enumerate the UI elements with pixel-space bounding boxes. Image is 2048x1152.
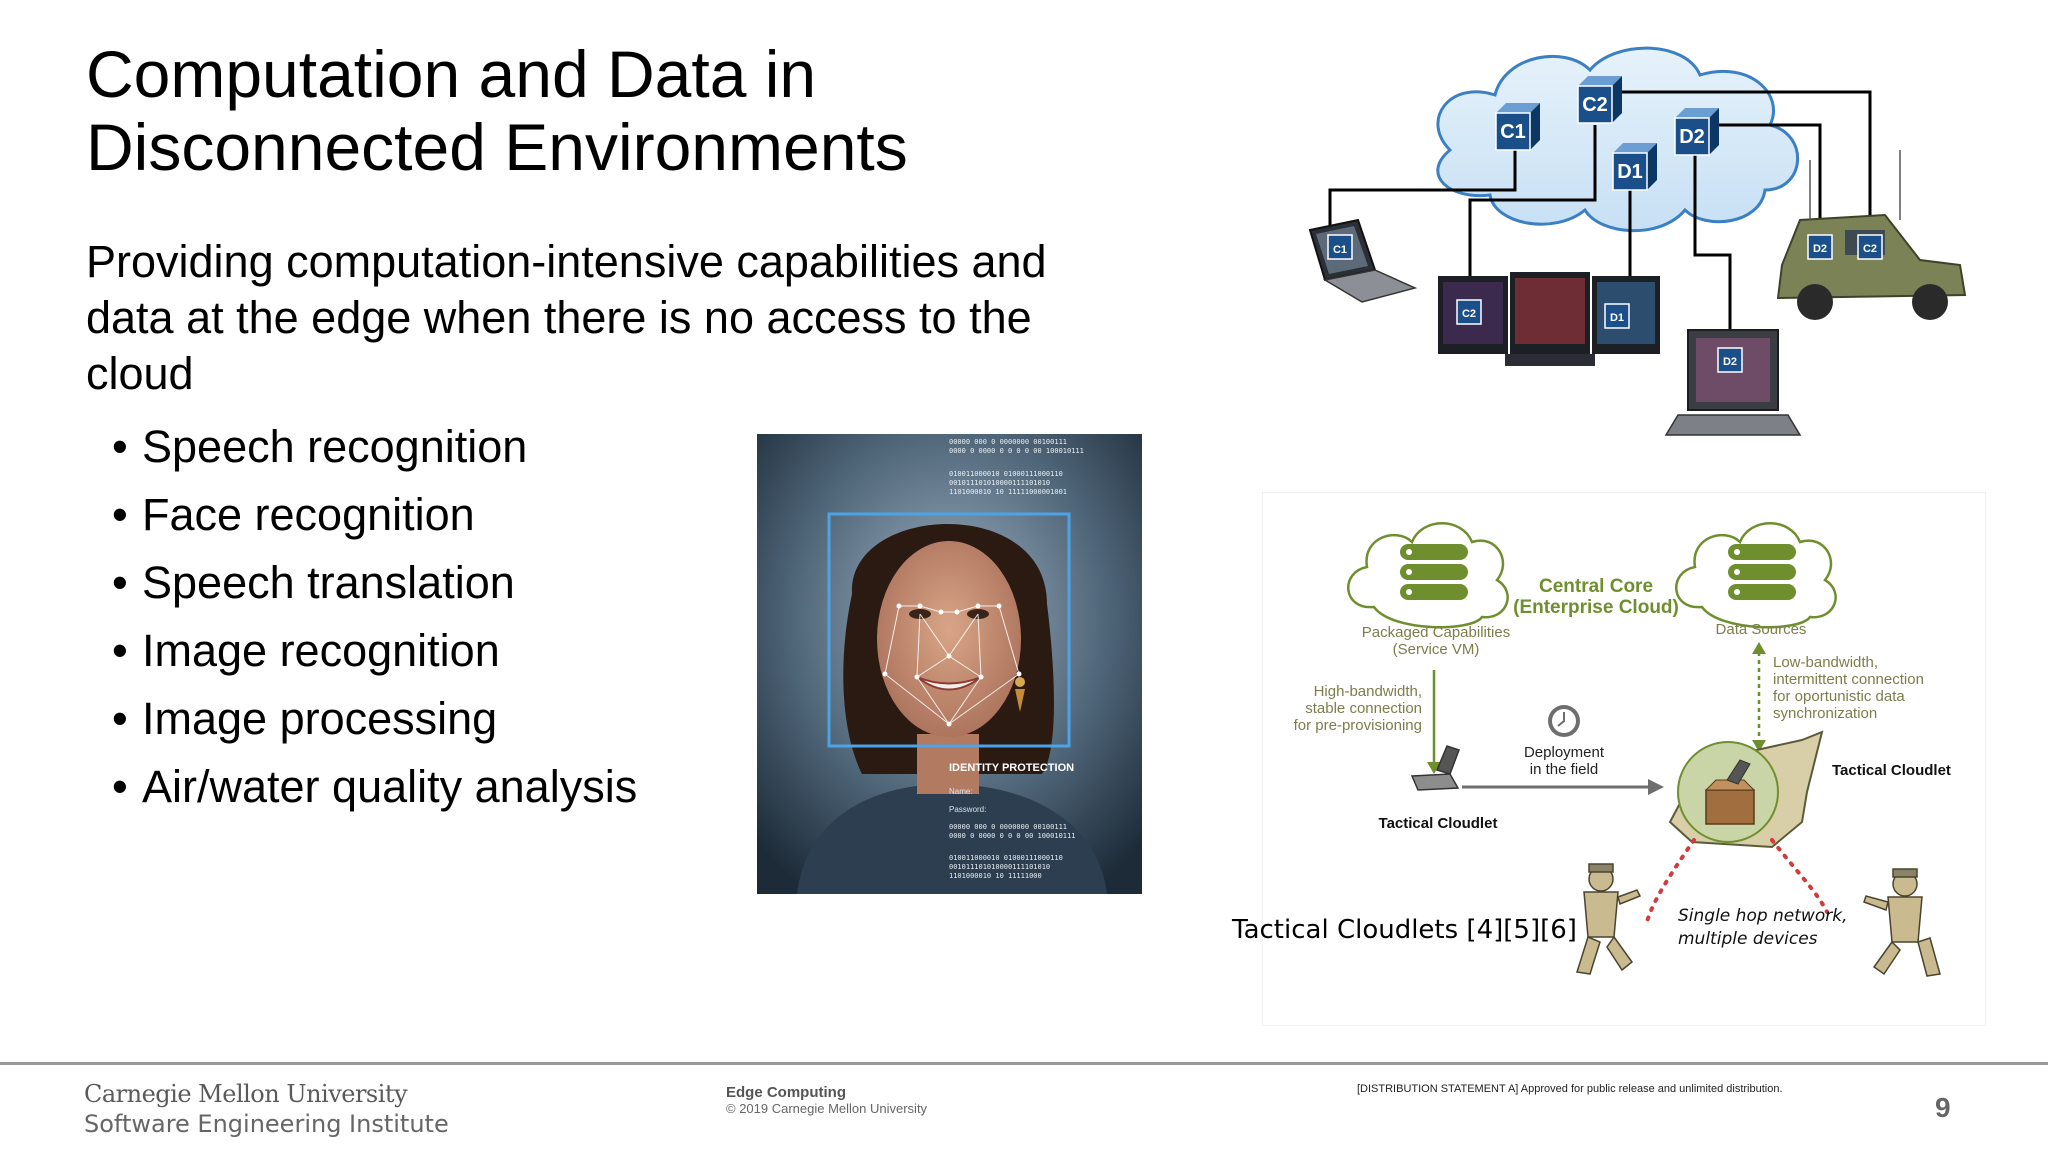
bullet-item: • Face recognition	[112, 489, 475, 540]
bullet-item: • Speech recognition	[112, 421, 528, 472]
deployment-label: in the field	[1529, 761, 1599, 778]
packaged-capabilities-sub-label: (Service VM)	[1392, 641, 1480, 658]
low-bandwidth-line: Low-bandwidth,	[1773, 654, 1879, 671]
central-core-label: Central Core	[1538, 576, 1654, 597]
bullet-item: • Air/water quality analysis	[112, 761, 638, 812]
svg-text:C2: C2	[1461, 308, 1477, 320]
monitor-cluster	[1438, 272, 1660, 366]
tactical-cloudlet-right-label: Tactical Cloudlet	[1832, 762, 1951, 779]
footer-divider	[0, 1062, 2048, 1065]
tactical-cloudlet-left-label: Tactical Cloudlet	[1378, 815, 1498, 832]
data-sources-label: Data Sources	[1715, 621, 1807, 638]
slide-title: Computation and Data in Disconnected Environments	[86, 37, 908, 184]
bullet-text: Speech translation	[142, 557, 515, 608]
binary-bottom-line: 001011101010000111101010	[949, 863, 1051, 871]
svg-text:D2: D2	[1722, 356, 1738, 368]
bullet-text: Image processing	[142, 693, 498, 744]
tactical-cloudlet-diagram	[1262, 492, 1986, 1026]
binary-bottom-line: 0000 0 0000 0 0 0 00 100010111	[949, 832, 1076, 840]
low-bandwidth-line: intermittent connection	[1773, 671, 1924, 688]
page-number: 9	[1935, 1092, 1951, 1123]
binary-top-line: 00000 000 0 0000000 00100111	[949, 438, 1068, 446]
high-bandwidth-line: High-bandwidth,	[1313, 683, 1422, 700]
rugged-pc-device	[1666, 330, 1800, 435]
high-bandwidth-line: for pre-provisioning	[1293, 717, 1422, 734]
bullet-text: Speech recognition	[142, 421, 528, 472]
bullet-item: • Speech translation	[112, 557, 515, 608]
name-field-label: Name:	[949, 787, 973, 796]
binary-bottom-line: 1101000010 10 11111000	[949, 872, 1042, 880]
sei-logo-text: Software Engineering Institute	[84, 1110, 449, 1138]
high-bandwidth-line: stable connection	[1305, 700, 1422, 717]
bullet-item: • Image recognition	[112, 625, 500, 676]
distribution-statement: [DISTRIBUTION STATEMENT A] Approved for public release and unlimited distribution.	[1357, 1083, 1783, 1095]
course-title: Edge Computing	[726, 1084, 846, 1101]
cube-c2	[1578, 76, 1622, 123]
binary-top-line: 0000 0 0000 0 0 0 0 00 100010111	[949, 447, 1084, 455]
lead-paragraph: Providing computation-intensive capabilities and data at the edge when there is no access to the cloud	[86, 236, 1047, 399]
deployment-label: Deployment	[1523, 744, 1605, 761]
cube-d2	[1675, 108, 1719, 155]
svg-text:D2: D2	[1812, 243, 1828, 255]
cloud-network-diagram	[1300, 40, 1980, 440]
network-note-line: multiple devices	[1678, 929, 1818, 949]
bullet-item: • Image processing	[112, 693, 498, 744]
diagram-caption: Tactical Cloudlets [4][5][6]	[1232, 915, 1577, 945]
cube-d1	[1613, 143, 1657, 190]
svg-text:C1: C1	[1500, 121, 1526, 143]
clock-icon	[1548, 705, 1580, 737]
binary-bottom-line: 010011000010 01000111000110	[949, 854, 1063, 862]
laptop-device	[1310, 220, 1415, 302]
password-field-label: Password:	[949, 805, 987, 814]
bullet-text: Face recognition	[142, 489, 475, 540]
svg-text:C1: C1	[1332, 244, 1348, 256]
low-bandwidth-line: for oportunistic data	[1773, 688, 1905, 705]
cloud-shape	[1438, 48, 1798, 231]
bullet-text: Air/water quality analysis	[142, 761, 638, 812]
binary-top-line: 010011000010 01000111000110	[949, 470, 1063, 478]
central-core-sub-label: (Enterprise Cloud)	[1513, 597, 1679, 618]
svg-text:D2: D2	[1679, 126, 1705, 148]
bullet-list	[112, 413, 637, 821]
svg-text:D1: D1	[1609, 312, 1625, 324]
network-note-line: Single hop network,	[1678, 906, 1848, 926]
copyright-notice: © 2019 Carnegie Mellon University	[726, 1101, 928, 1116]
binary-top-line: 1101000010 10 11111000001001	[949, 488, 1068, 496]
svg-text:C2: C2	[1582, 94, 1608, 116]
packaged-capabilities-label: Packaged Capabilities	[1361, 624, 1511, 641]
low-bandwidth-line: synchronization	[1773, 705, 1878, 722]
cmu-logo-text: Carnegie Mellon University	[84, 1080, 408, 1108]
binary-bottom-line: 00000 000 0 0000000 00100111	[949, 823, 1068, 831]
face-recognition-image	[757, 434, 1142, 894]
svg-text:C2: C2	[1862, 243, 1878, 255]
bullet-text: Image recognition	[142, 625, 500, 676]
svg-text:D1: D1	[1617, 161, 1643, 183]
identity-protection-label: IDENTITY PROTECTION	[949, 762, 1075, 774]
cube-c1	[1496, 103, 1540, 150]
binary-top-line: 001011101010000111101010	[949, 479, 1051, 487]
